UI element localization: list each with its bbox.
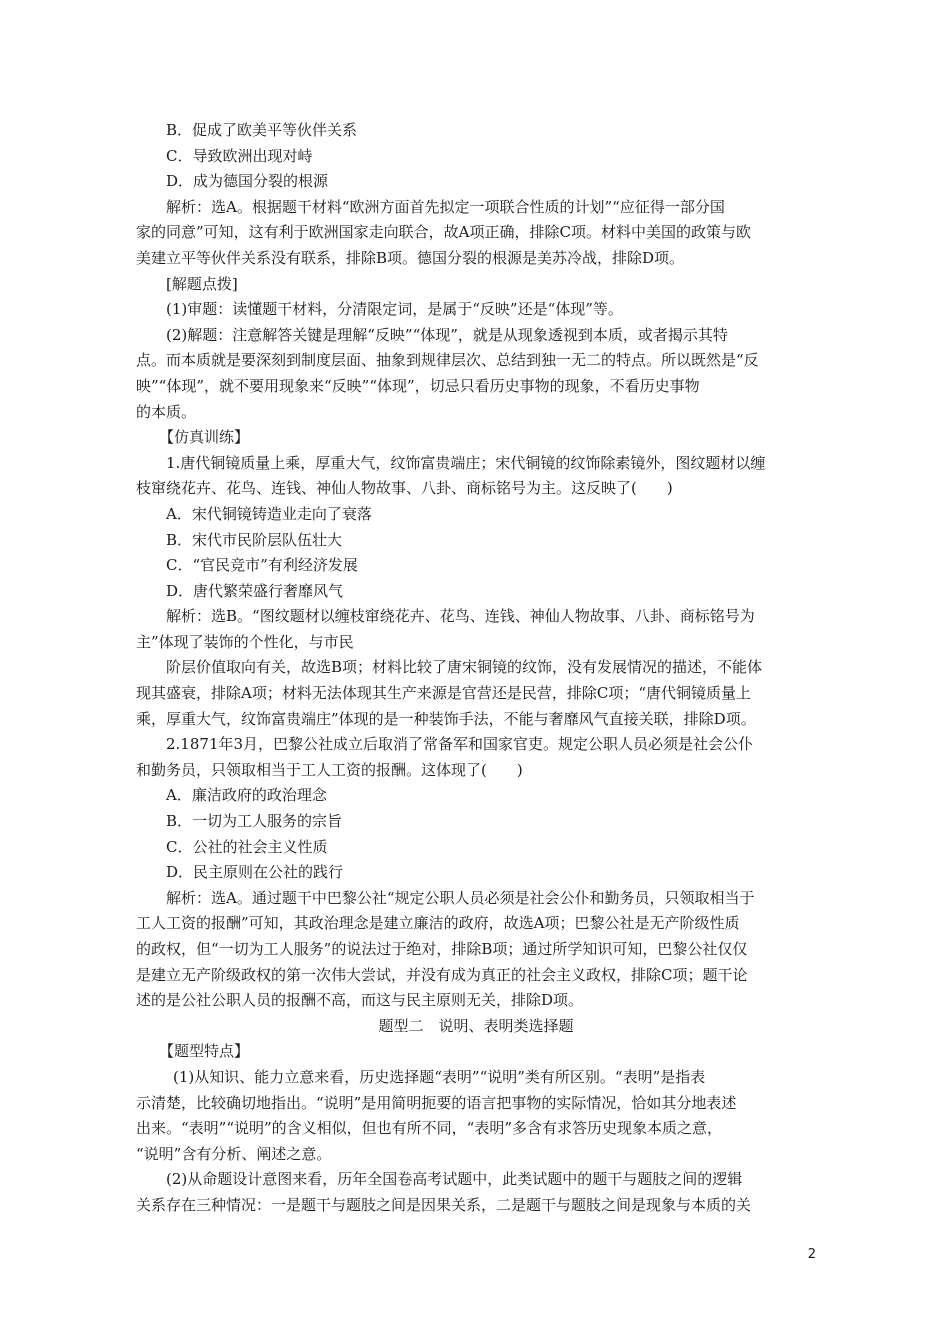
text-line: A．宋代铜镜铸造业走向了衰落 <box>166 504 372 523</box>
text-line: B．一切为工人服务的宗旨 <box>166 812 343 831</box>
text-line: 【题型特点】 <box>159 1042 250 1061</box>
text-line: 【仿真训练】 <box>159 428 250 447</box>
text-line: 出来。“表明”“说明”的含义相似，但也有所不同，“表明”多含有求答历史现象本质之意， <box>136 1119 723 1138</box>
text-line: 美建立平等伙伴关系没有联系，排除B项。德国分裂的根源是美苏冷战，排除D项。 <box>136 248 685 267</box>
text-line: 1.唐代铜镜质量上乘，厚重大气，纹饰富贵端庄；宋代铜镜的纹饰除素镜外，图纹题材以缠 <box>166 453 766 472</box>
text-line: D．唐代繁荣盛行奢靡风气 <box>166 581 344 600</box>
text-line: C．公社的社会主义性质 <box>166 837 328 856</box>
text-line: 现其盛衰，排除A项；材料无法体现其生产来源是官营还是民营，排除C项；“唐代铜镜质量上 <box>136 684 751 703</box>
text-line: C．“官民竞市”有利经济发展 <box>166 556 358 575</box>
text-line: “说明”含有分析、阐述之意。 <box>136 1144 332 1163</box>
text-line: 的政权，但“一切为工人服务”的说法过于绝对，排除B项；通过所学知识可知，巴黎公社仅仅 <box>136 940 748 958</box>
text-line: 主”体现了装饰的个性化，与市民 <box>136 632 354 651</box>
text-line: (1)从知识、能力立意来看，历史选择题“表明”“说明”类有所区别。“表明”是指表 <box>173 1067 706 1086</box>
text-line: B．宋代市民阶层队伍壮大 <box>166 530 343 549</box>
text-line: 枝窜绕花卉、花鸟、连钱、神仙人物故事、八卦、商标铭号为主。这反映了( ) <box>136 479 673 498</box>
text-line: 映”“体现”，就不要用现象来“反映”“体现”，切忌只看历史事物的现象，不看历史事物 <box>136 376 700 395</box>
document-body <box>136 118 816 1219</box>
text-line: D．民主原则在公社的践行 <box>166 863 344 882</box>
text-line: B．促成了欧美平等伙伴关系 <box>166 121 358 139</box>
text-line: (2)解题：注意解答关键是理解“反映”“体现”，就是从现象透视到本质，或者揭示其特 <box>166 325 728 344</box>
text-line: 工人工资的报酬”可知，其政治理念是建立廉洁的政府，故选A项；巴黎公社是无产阶级性质 <box>136 914 740 933</box>
text-line: 2.1871年3月，巴黎公社成立后取消了常备军和国家官吏。规定公职人员必须是社会公仆 <box>166 735 754 754</box>
text-line: 关系存在三种情况：一是题干与题肢之间是因果关系，二是题干与题肢之间是现象与本质的关 <box>136 1195 752 1214</box>
text-line: 是建立无产阶级政权的第一次伟大尝试，并没有成为真正的社会主义政权，排除C项；题干论 <box>136 965 748 984</box>
text-line: 点。而本质就是要深刻到制度层面、抽象到规律层次、总结到独一无二的特点。所以既然是“反 <box>136 351 759 370</box>
text-line: 题型二 说明、表明类选择题 <box>378 1016 574 1035</box>
text-line: 家的同意”可知，这有利于欧洲国家走向联合，故A项正确，排除C项。材料中美国的政策与欧 <box>136 223 751 242</box>
text-line: D．成为德国分裂的根源 <box>166 172 329 191</box>
text-line: 解析：选B。“图纹题材以缠枝窜绕花卉、花鸟、连钱、神仙人物故事、八卦、商标铭号为 <box>166 607 755 626</box>
text-line: 解析：选A。根据题干材料“欧洲方面首先拟定一项联合性质的计划”“应征得一部分国 <box>166 197 725 216</box>
text-line: 解析：选A。通过题干中巴黎公社“规定公职人员必须是社会公仆和勤务员，只领取相当于 <box>166 888 755 907</box>
text-line: 的本质。 <box>136 402 197 421</box>
text-line: 示清楚，比较确切地指出。“说明”是用简明扼要的语言把事物的实际情况，恰如其分地表述 <box>136 1093 737 1112</box>
text-line: [解题点拨] <box>166 274 238 293</box>
text-line: (1)审题：读懂题干材料，分清限定词，是属于“反映”还是“体现”等。 <box>166 300 623 319</box>
text-line: (2)从命题设计意图来看，历年全国卷高考试题中，此类试题中的题干与题肢之间的逻辑 <box>166 1170 743 1189</box>
text-line: C．导致欧洲出现对峙 <box>166 146 313 165</box>
text-line: 和勤务员，只领取相当于工人工资的报酬。这体现了( ) <box>136 760 523 779</box>
text-line: 乘，厚重大气，纹饰富贵端庄”体现的是一种装饰手法，不能与奢靡风气直接关联，排除D项。 <box>136 709 756 728</box>
text-line: 述的是公社公职人员的报酬不高，而这与民主原则无关，排除D项。 <box>136 991 584 1010</box>
text-line: 阶层价值取向有关，故选B项；材料比较了唐宋铜镜的纹饰，没有发展情况的描述，不能体 <box>166 658 763 677</box>
text-line: A．廉洁政府的政治理念 <box>166 786 327 805</box>
page-number: 2 <box>807 1247 816 1262</box>
